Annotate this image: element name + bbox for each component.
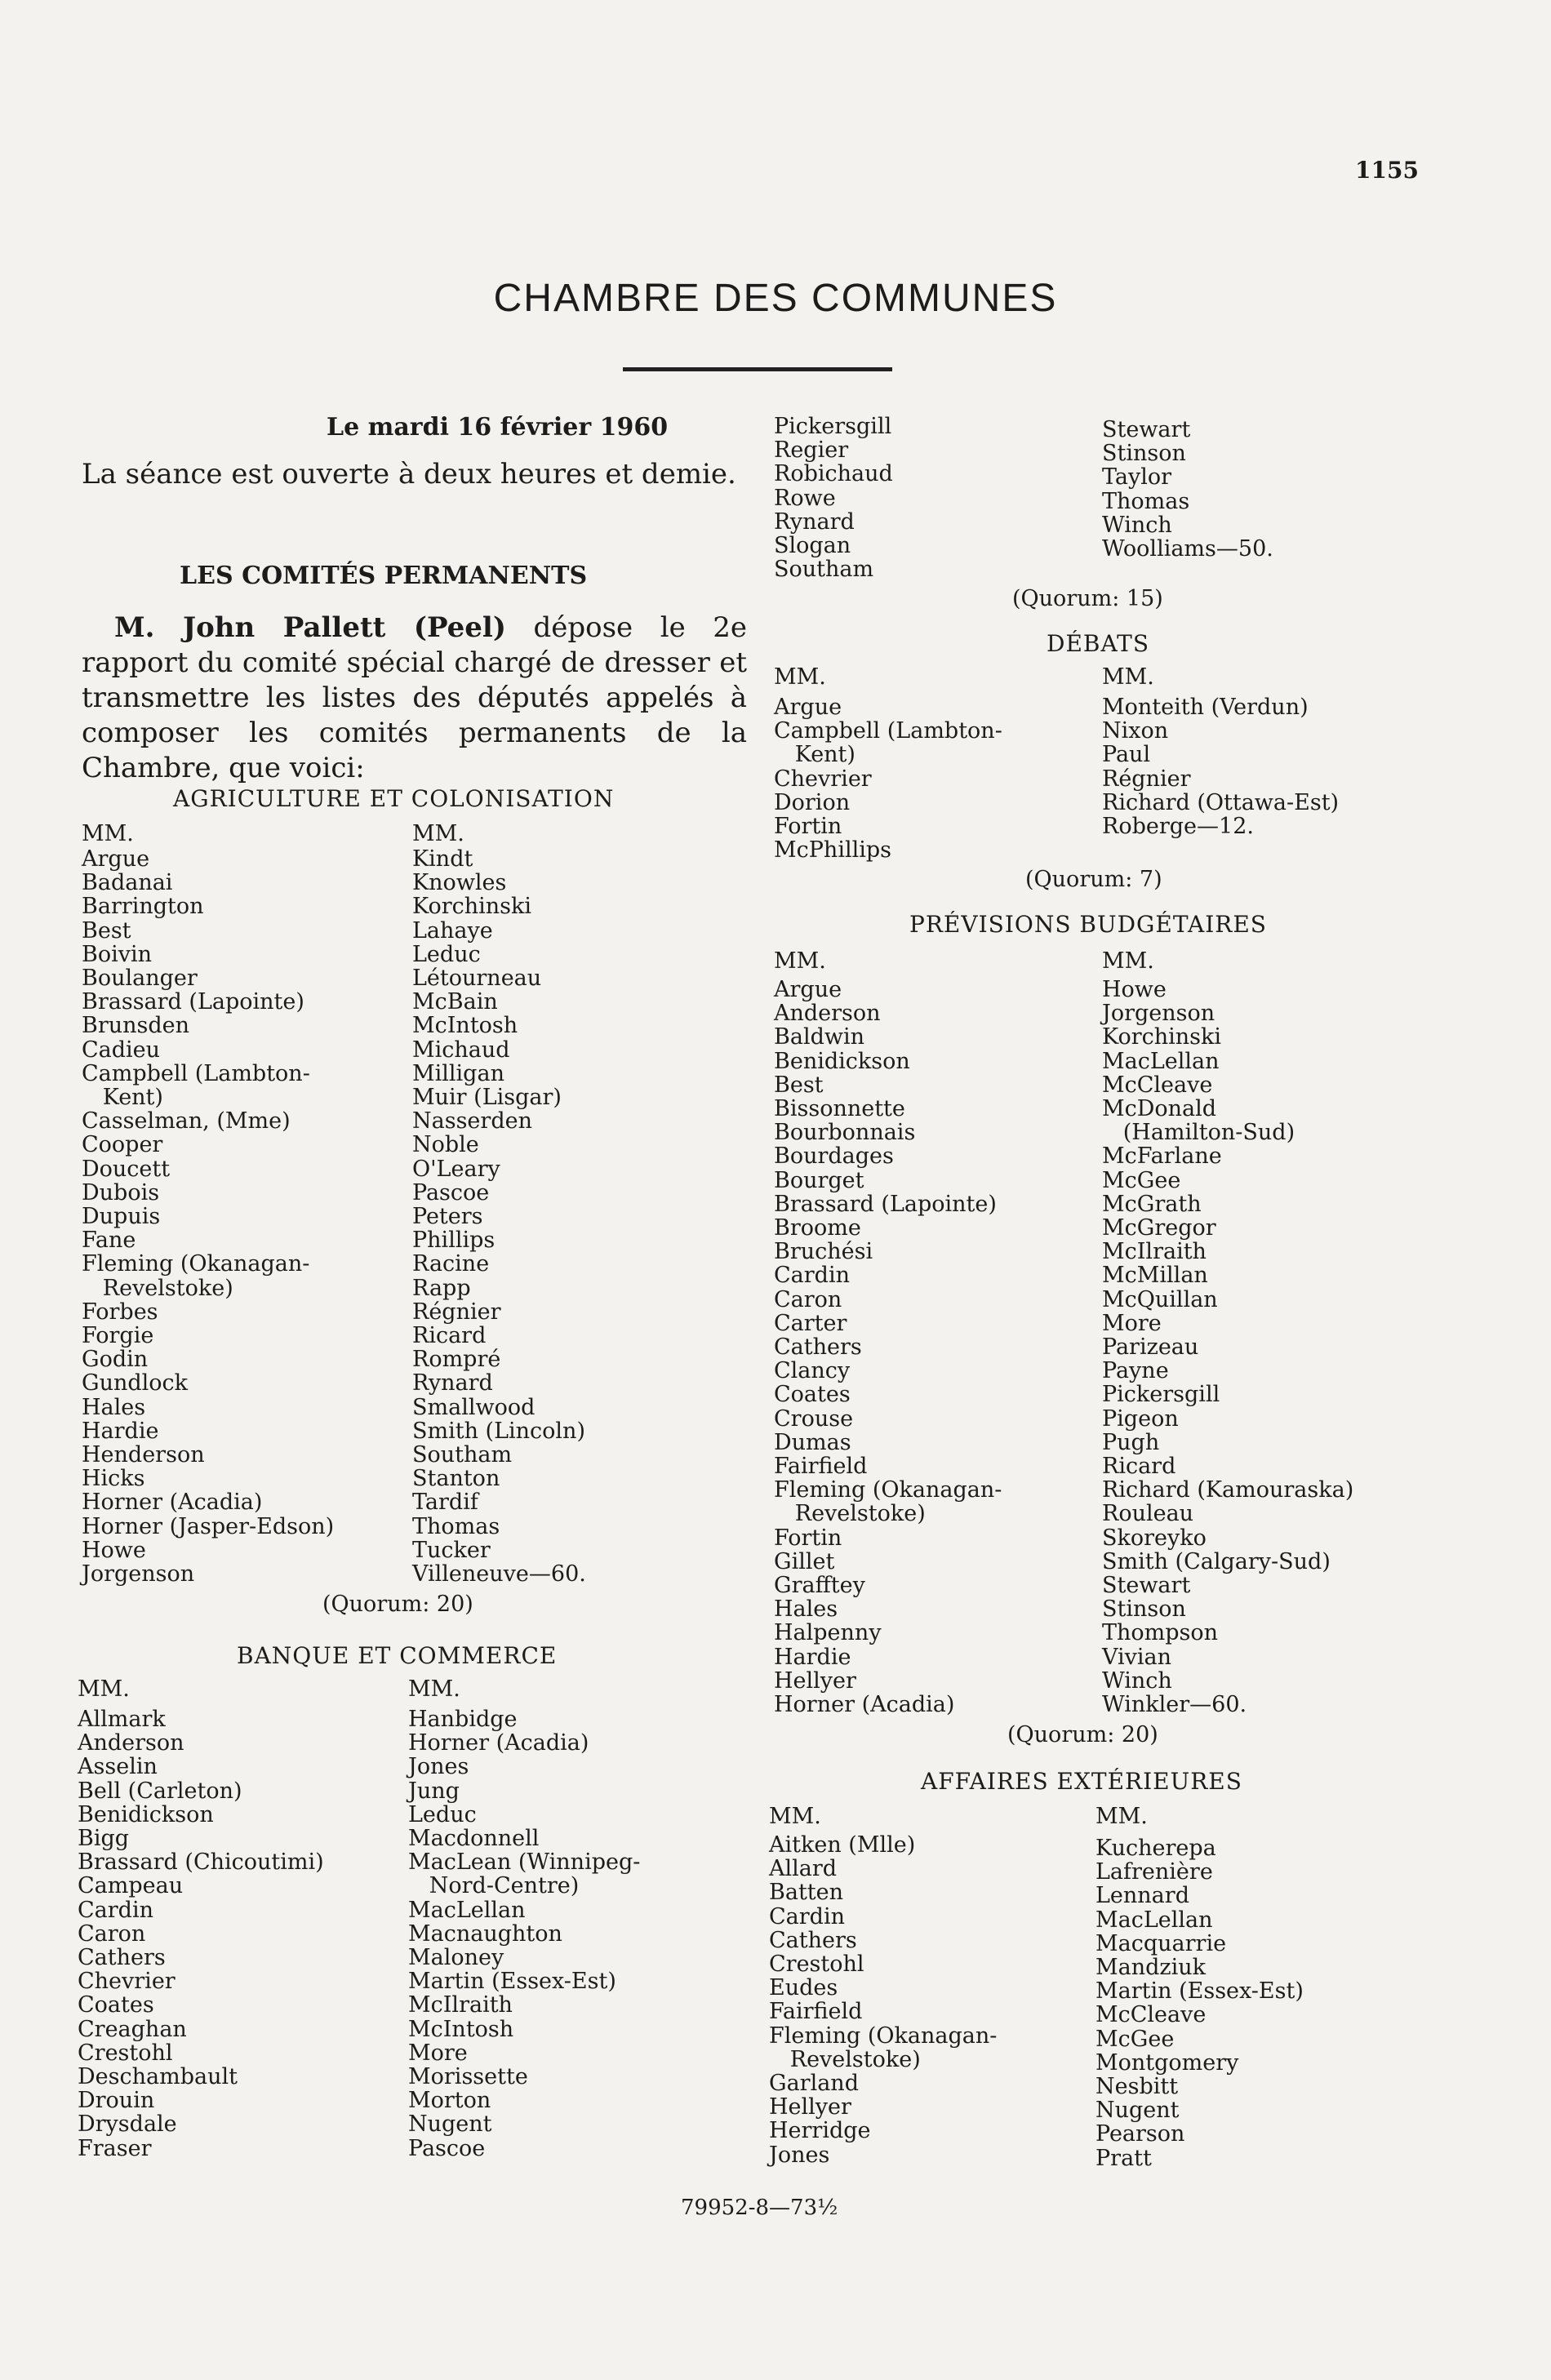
member-name: Best	[774, 1072, 824, 1098]
member-name: Roberge—12.	[1102, 814, 1254, 840]
section-heading: LES COMITÉS PERMANENTS	[180, 562, 588, 590]
debats-members-left	[774, 695, 1002, 862]
member-name: Cardin	[78, 1897, 153, 1923]
member-name: Hanbidge	[408, 1707, 518, 1732]
title-rule	[623, 367, 892, 371]
member-name: McGee	[1102, 1167, 1181, 1193]
member-name: Grafftey	[774, 1573, 865, 1599]
member-name: Lahaye	[412, 917, 493, 944]
member-name: Cadieu	[82, 1037, 161, 1063]
member-name: Fane	[82, 1228, 136, 1254]
member-name: McMillan	[1102, 1263, 1208, 1289]
member-name: Asselin	[78, 1754, 158, 1780]
member-name: Bourdages	[774, 1143, 894, 1170]
agriculture-heading: AGRICULTURE ET COLONISATION	[173, 785, 615, 812]
member-name: Brassard (Lapointe)	[774, 1191, 997, 1217]
member-name: Campeau	[78, 1873, 184, 1899]
member-name: Bigg	[78, 1826, 130, 1852]
speaker-name: M. John Pallett (Peel)	[114, 611, 506, 644]
member-name: Dorion	[774, 789, 851, 815]
member-name: Rompré	[412, 1347, 501, 1373]
member-name: More	[408, 2040, 468, 2066]
member-name: Nugent	[408, 2111, 492, 2138]
member-name: Villeneuve—60.	[412, 1561, 586, 1587]
continued-members-right	[1102, 418, 1273, 561]
member-name: Kindt	[412, 846, 473, 872]
member-name: Martin (Essex-Est)	[408, 1969, 616, 1995]
opening-paragraph: La séance est ouverte à deux heures et demie.	[82, 458, 736, 491]
member-name: Revelstoke)	[82, 1275, 233, 1301]
member-name: Cardin	[769, 1903, 845, 1929]
debats-heading: DÉBATS	[1047, 630, 1150, 657]
debats-mm-right: MM.	[1102, 664, 1154, 690]
member-name: Best	[82, 917, 131, 944]
member-name: Caron	[774, 1286, 842, 1312]
member-name: Argue	[774, 977, 842, 1002]
member-name: Jorgenson	[82, 1561, 195, 1587]
member-name: Forgie	[82, 1323, 154, 1349]
member-name: Cooper	[82, 1132, 163, 1158]
member-name: More	[1102, 1310, 1162, 1336]
member-name: Pearson	[1095, 2121, 1185, 2147]
member-name: Casselman, (Mme)	[82, 1108, 291, 1134]
member-name: Knowles	[412, 870, 507, 896]
member-name: Parizeau	[1102, 1334, 1199, 1361]
member-name: Eudes	[769, 1975, 838, 2001]
member-name: Horner (Jasper-Edson)	[82, 1513, 335, 1539]
member-name: Fortin	[774, 1525, 842, 1551]
member-name: Rynard	[774, 508, 855, 535]
member-name: Campbell (Lambton-	[82, 1060, 310, 1086]
affaires-mm-right: MM.	[1095, 1804, 1148, 1829]
member-name: Creaghan	[78, 2016, 187, 2042]
member-name: Revelstoke)	[774, 1501, 926, 1527]
member-name: Phillips	[412, 1228, 496, 1254]
member-name: Carter	[774, 1310, 847, 1336]
member-name: Dubois	[82, 1179, 160, 1206]
member-name: Fairfield	[774, 1454, 868, 1480]
member-name: Pugh	[1102, 1429, 1160, 1455]
member-name: Macnaughton	[408, 1920, 562, 1947]
member-name: Bourget	[774, 1167, 864, 1193]
member-name: Barrington	[82, 894, 204, 920]
previsions-members-left	[774, 978, 1002, 1716]
member-name: Fleming (Okanagan-	[769, 2023, 998, 2049]
member-name: Allmark	[78, 1707, 166, 1732]
member-name: Macquarrie	[1095, 1930, 1227, 1956]
member-name: Tardif	[412, 1490, 478, 1516]
member-name: Kent)	[82, 1085, 163, 1111]
member-name: Batten	[769, 1880, 844, 1906]
member-name: Anderson	[78, 1730, 184, 1756]
member-name: Horner (Acadia)	[774, 1692, 955, 1718]
member-name: Létourneau	[412, 966, 542, 992]
member-name: McBain	[412, 989, 498, 1015]
member-name: Maloney	[408, 1945, 504, 1971]
member-name: Noble	[412, 1132, 479, 1158]
member-name: Forbes	[82, 1299, 158, 1325]
member-name: Morton	[408, 2088, 491, 2114]
member-name: Hales	[774, 1596, 838, 1623]
page-number: 1155	[1355, 157, 1419, 184]
member-name: Halpenny	[774, 1620, 882, 1646]
member-name: Taylor	[1102, 464, 1172, 491]
member-name: Michaud	[412, 1037, 510, 1063]
debats-quorum: (Quorum: 7)	[1025, 867, 1162, 892]
member-name: MacLean (Winnipeg-	[408, 1849, 641, 1876]
sitting-date: Le mardi 16 février 1960	[327, 413, 669, 442]
member-name: McCleave	[1102, 1072, 1213, 1098]
member-name: Thomas	[412, 1513, 500, 1539]
member-name: Kent)	[774, 742, 855, 768]
member-name: Mandziuk	[1095, 1955, 1207, 1981]
member-name: Bell (Carleton)	[78, 1778, 242, 1804]
member-name: Richard (Kamouraska)	[1102, 1477, 1354, 1503]
member-name: Aitken (Mlle)	[769, 1832, 916, 1858]
member-name: Cathers	[769, 1927, 857, 1953]
member-name: Herridge	[769, 2118, 871, 2144]
member-name: Robichaud	[774, 461, 893, 487]
member-name: Pickersgill	[1102, 1382, 1220, 1408]
previsions-quorum: (Quorum: 20)	[1007, 1722, 1158, 1747]
member-name: Payne	[1102, 1358, 1169, 1384]
member-name: Gillet	[774, 1548, 835, 1574]
member-name: McGrath	[1102, 1191, 1202, 1217]
member-name: Skoreyko	[1102, 1525, 1207, 1551]
member-name: Stanton	[412, 1466, 500, 1492]
member-name: Hicks	[82, 1466, 145, 1492]
member-name: Tucker	[412, 1537, 491, 1563]
member-name: Gundlock	[82, 1370, 189, 1396]
member-name: Argue	[82, 846, 150, 872]
member-name: Milligan	[412, 1060, 504, 1086]
member-name: Morissette	[408, 2064, 528, 2090]
member-name: Régnier	[1102, 766, 1191, 792]
member-name: Thompson	[1102, 1620, 1219, 1646]
member-name: Nugent	[1095, 2098, 1180, 2124]
member-name: Cardin	[774, 1263, 850, 1289]
member-name: Campbell (Lambton-	[774, 718, 1002, 744]
member-name: Smith (Calgary-Sud)	[1102, 1548, 1331, 1574]
member-name: Benidickson	[774, 1048, 910, 1074]
member-name: Brunsden	[82, 1013, 190, 1039]
debats-mm-left: MM.	[774, 664, 826, 690]
agriculture-quorum: (Quorum: 20)	[322, 1592, 473, 1617]
member-name: Crestohl	[769, 1952, 864, 1978]
member-name: Lennard	[1095, 1883, 1189, 1909]
member-name: Rynard	[412, 1370, 493, 1396]
member-name: Paul	[1102, 742, 1151, 768]
member-name: Jung	[408, 1778, 460, 1804]
member-name: Horner (Acadia)	[408, 1730, 589, 1756]
member-name: Bruchési	[774, 1239, 873, 1265]
member-name: Winch	[1102, 1667, 1172, 1694]
continued-quorum: (Quorum: 15)	[1012, 586, 1163, 611]
member-name: Stewart	[1102, 1573, 1191, 1599]
member-name: Smith (Lincoln)	[412, 1418, 585, 1444]
member-name: Martin (Essex-Est)	[1095, 1978, 1304, 2005]
member-name: Chevrier	[774, 766, 872, 792]
member-name: Crouse	[774, 1405, 854, 1432]
member-name: Drouin	[78, 2088, 155, 2114]
member-name: Crestohl	[78, 2040, 173, 2066]
banque-members-left	[78, 1707, 324, 2160]
member-name: Argue	[774, 695, 842, 720]
member-name: Clancy	[774, 1358, 851, 1384]
member-name: Coates	[78, 1992, 154, 2018]
member-name: Fleming (Okanagan-	[774, 1477, 1002, 1503]
member-name: Nesbitt	[1095, 2074, 1179, 2100]
member-name: Ricard	[1102, 1454, 1176, 1480]
member-name: McIntosh	[412, 1013, 518, 1039]
member-name: Leduc	[412, 941, 481, 967]
member-name: McDonald	[1102, 1096, 1217, 1122]
member-name: Régnier	[412, 1299, 501, 1325]
member-name: Coates	[774, 1382, 851, 1408]
member-name: Ricard	[412, 1323, 487, 1349]
affaires-mm-left: MM.	[769, 1804, 821, 1829]
member-name: McIlraith	[408, 1992, 513, 2018]
member-name: Peters	[412, 1204, 483, 1230]
member-name: Stewart	[1102, 417, 1191, 442]
member-name: Fraser	[78, 2135, 152, 2161]
banque-members-right	[408, 1707, 640, 2160]
member-name: McGregor	[1102, 1215, 1216, 1241]
member-name: Cathers	[78, 1945, 166, 1971]
affaires-members-right	[1095, 1836, 1304, 2170]
member-name: McIntosh	[408, 2016, 514, 2042]
member-name: Fortin	[774, 814, 842, 840]
member-name: Dumas	[774, 1429, 851, 1455]
member-name: Godin	[82, 1347, 149, 1373]
member-name: Monteith (Verdun)	[1102, 695, 1309, 720]
member-name: Baldwin	[774, 1024, 864, 1050]
member-name: (Hamilton-Sud)	[1102, 1120, 1295, 1146]
member-name: Hardie	[82, 1418, 159, 1444]
member-name: Woolliams—50.	[1102, 536, 1273, 562]
member-name: MacLellan	[1102, 1048, 1220, 1074]
member-name: Drysdale	[78, 2111, 177, 2138]
member-name: Cathers	[774, 1334, 862, 1361]
member-name: Stinson	[1102, 1596, 1186, 1623]
previsions-heading: PRÉVISIONS BUDGÉTAIRES	[909, 911, 1267, 938]
member-name: Jones	[769, 2142, 830, 2168]
member-name: Henderson	[82, 1442, 205, 1468]
member-name: Broome	[774, 1215, 861, 1241]
agriculture-mm-right: MM.	[412, 821, 464, 846]
member-name: Boulanger	[82, 966, 198, 992]
member-name: Horner (Acadia)	[82, 1490, 263, 1516]
member-name: Richard (Ottawa-Est)	[1102, 789, 1340, 815]
member-name: McCleave	[1095, 2002, 1207, 2028]
member-name: Smallwood	[412, 1394, 536, 1420]
member-name: Nord-Centre)	[408, 1873, 580, 1899]
member-name: Howe	[1102, 977, 1167, 1002]
member-name: Brassard (Lapointe)	[82, 989, 304, 1015]
agriculture-members-right	[412, 847, 586, 1586]
member-name: Winkler—60.	[1102, 1692, 1247, 1718]
member-name: Allard	[769, 1856, 838, 1882]
member-name: Boivin	[82, 941, 153, 967]
previsions-mm-right: MM.	[1102, 948, 1154, 974]
member-name: Rapp	[412, 1275, 471, 1301]
member-name: Leduc	[408, 1801, 477, 1827]
member-name: Rouleau	[1102, 1501, 1194, 1527]
member-name: Southam	[412, 1442, 513, 1468]
member-name: Nasserden	[412, 1108, 532, 1134]
member-name: Pickersgill	[774, 414, 892, 439]
intro-text: dépose le 2e rapport du comité spécial chargé de dresser et transmettre les listes des députés appelés à composer les comités permanents de la Chambre, que voici:	[82, 611, 747, 784]
member-name: Jones	[408, 1754, 469, 1780]
member-name: Hellyer	[774, 1667, 856, 1694]
member-name: Bissonnette	[774, 1096, 905, 1122]
member-name: Badanai	[82, 870, 173, 896]
member-name: Nixon	[1102, 718, 1169, 744]
member-name: Hales	[82, 1394, 146, 1420]
affaires-heading: AFFAIRES EXTÉRIEURES	[921, 1768, 1242, 1795]
member-name: O'Leary	[412, 1156, 500, 1182]
member-name: McIlraith	[1102, 1239, 1207, 1265]
member-name: Jorgenson	[1102, 1001, 1215, 1027]
banque-mm-right: MM.	[408, 1676, 460, 1702]
agriculture-mm-left: MM.	[82, 821, 134, 846]
member-name: Vivian	[1102, 1644, 1172, 1670]
member-name: Lafrenière	[1095, 1859, 1213, 1885]
member-name: Caron	[78, 1920, 146, 1947]
member-name: Revelstoke)	[769, 2046, 921, 2072]
member-name: Bourbonnais	[774, 1120, 916, 1146]
banque-mm-left: MM.	[78, 1676, 130, 1702]
member-name: Pratt	[1095, 2145, 1152, 2171]
member-name: Benidickson	[78, 1801, 214, 1827]
member-name: Montgomery	[1095, 2049, 1239, 2076]
member-name: MacLellan	[1095, 1907, 1213, 1933]
member-name: Brassard (Chicoutimi)	[78, 1849, 324, 1876]
member-name: Doucett	[82, 1156, 171, 1182]
member-name: Pascoe	[412, 1179, 490, 1206]
member-name: McPhillips	[774, 837, 892, 864]
member-name: Garland	[769, 2071, 859, 2097]
member-name: Macdonnell	[408, 1826, 540, 1852]
member-name: Fleming (Okanagan-	[82, 1251, 310, 1277]
intro-paragraph	[82, 611, 747, 786]
member-name: Stinson	[1102, 441, 1186, 467]
previsions-mm-left: MM.	[774, 948, 826, 974]
affaires-members-left	[769, 1833, 997, 2167]
banque-heading: BANQUE ET COMMERCE	[237, 1642, 558, 1669]
member-name: McQuillan	[1102, 1286, 1218, 1312]
member-name: Chevrier	[78, 1969, 176, 1995]
member-name: Korchinski	[1102, 1024, 1221, 1050]
member-name: Korchinski	[412, 894, 531, 920]
member-name: Pigeon	[1102, 1405, 1179, 1432]
member-name: Racine	[412, 1251, 490, 1277]
member-name: Southam	[774, 557, 874, 583]
continued-members-left	[774, 415, 893, 581]
member-name: Slogan	[774, 533, 851, 559]
footer-code: 79952-8—73½	[681, 2196, 838, 2220]
member-name: MacLellan	[408, 1897, 526, 1923]
page-title: CHAMBRE DES COMMUNES	[493, 277, 1058, 320]
member-name: Deschambault	[78, 2064, 238, 2090]
member-name: Hellyer	[769, 2094, 851, 2120]
member-name: McGee	[1095, 2026, 1175, 2052]
agriculture-members-left	[82, 847, 334, 1586]
member-name: Muir (Lisgar)	[412, 1085, 562, 1111]
member-name: Dupuis	[82, 1204, 161, 1230]
member-name: Hardie	[774, 1644, 851, 1670]
member-name: Thomas	[1102, 488, 1190, 514]
member-name: Winch	[1102, 512, 1172, 538]
member-name: Fairfield	[769, 1999, 863, 2025]
debats-members-right	[1102, 695, 1339, 838]
member-name: McFarlane	[1102, 1143, 1222, 1170]
member-name: Pascoe	[408, 2135, 486, 2161]
member-name: Kucherepa	[1095, 1836, 1216, 1861]
member-name: Regier	[774, 437, 849, 464]
previsions-members-right	[1102, 978, 1353, 1716]
member-name: Anderson	[774, 1001, 881, 1027]
member-name: Rowe	[774, 485, 836, 511]
member-name: Howe	[82, 1537, 146, 1563]
